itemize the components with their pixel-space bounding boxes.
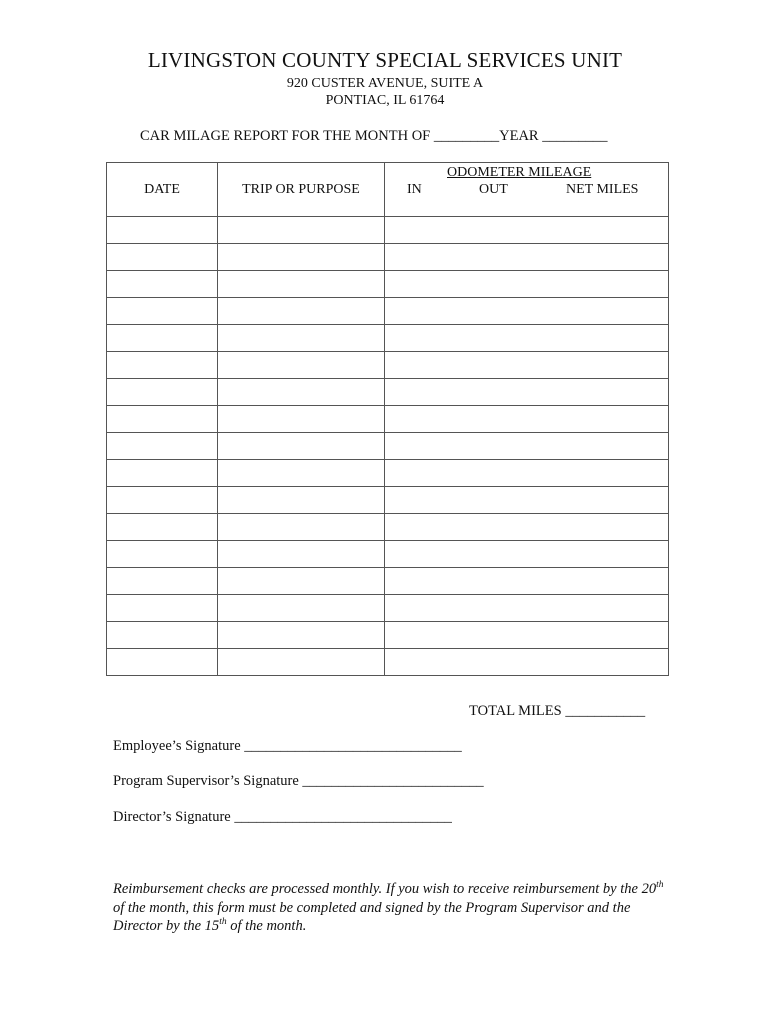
table-row bbox=[107, 514, 669, 541]
trip-cell[interactable] bbox=[218, 217, 385, 244]
date-cell[interactable] bbox=[107, 487, 218, 514]
month-field[interactable]: _________ bbox=[433, 128, 500, 144]
total-miles-field[interactable]: ___________ bbox=[565, 703, 646, 719]
odometer-cell[interactable] bbox=[385, 487, 669, 514]
odometer-cell[interactable] bbox=[385, 352, 669, 379]
date-cell[interactable] bbox=[107, 217, 218, 244]
date-cell[interactable] bbox=[107, 433, 218, 460]
table-row bbox=[107, 622, 669, 649]
odometer-cell[interactable] bbox=[385, 217, 669, 244]
employee-signature-line bbox=[113, 738, 462, 755]
table-row bbox=[107, 379, 669, 406]
net-miles-header-label: NET MILES bbox=[566, 182, 639, 197]
mileage-log-table bbox=[106, 162, 669, 676]
total-miles-line bbox=[469, 703, 645, 720]
table-header-row bbox=[107, 163, 669, 217]
address-line-2: PONTIAC, IL 61764 bbox=[325, 93, 445, 108]
note-text-3: of the month. bbox=[226, 918, 307, 934]
table-row bbox=[107, 217, 669, 244]
table-row bbox=[107, 406, 669, 433]
odometer-cell[interactable] bbox=[385, 541, 669, 568]
odometer-cell[interactable] bbox=[385, 271, 669, 298]
organization-title: LIVINGSTON COUNTY SPECIAL SERVICES UNIT bbox=[147, 48, 623, 72]
date-cell[interactable] bbox=[107, 514, 218, 541]
table-row bbox=[107, 460, 669, 487]
table-row bbox=[107, 487, 669, 514]
date-header-label: DATE bbox=[144, 182, 180, 197]
date-cell[interactable] bbox=[107, 298, 218, 325]
director-signature-field[interactable]: ______________________________ bbox=[234, 809, 452, 825]
date-cell[interactable] bbox=[107, 541, 218, 568]
supervisor-signature-field[interactable]: _________________________ bbox=[302, 773, 484, 789]
odometer-cell[interactable] bbox=[385, 379, 669, 406]
trip-header-label: TRIP OR PURPOSE bbox=[242, 182, 360, 197]
odometer-cell[interactable] bbox=[385, 514, 669, 541]
director-signature-label: Director’s Signature bbox=[113, 809, 231, 825]
table-row bbox=[107, 298, 669, 325]
table-row bbox=[107, 352, 669, 379]
trip-cell[interactable] bbox=[218, 379, 385, 406]
supervisor-signature-line bbox=[113, 773, 484, 790]
odometer-cell[interactable] bbox=[385, 595, 669, 622]
trip-cell[interactable] bbox=[218, 460, 385, 487]
total-miles-label: TOTAL MILES bbox=[469, 703, 562, 719]
date-cell[interactable] bbox=[107, 622, 218, 649]
odometer-cell[interactable] bbox=[385, 325, 669, 352]
reimbursement-note bbox=[113, 880, 673, 936]
trip-cell[interactable] bbox=[218, 271, 385, 298]
mileage-log-body bbox=[107, 217, 669, 676]
date-cell[interactable] bbox=[107, 460, 218, 487]
trip-header bbox=[218, 163, 385, 217]
trip-cell[interactable] bbox=[218, 622, 385, 649]
trip-cell[interactable] bbox=[218, 325, 385, 352]
odometer-cell[interactable] bbox=[385, 460, 669, 487]
employee-signature-field[interactable]: ______________________________ bbox=[244, 738, 462, 754]
odometer-cell[interactable] bbox=[385, 406, 669, 433]
odometer-mileage-title: ODOMETER MILEAGE bbox=[447, 165, 592, 180]
odometer-cell[interactable] bbox=[385, 649, 669, 676]
odometer-cell[interactable] bbox=[385, 568, 669, 595]
trip-cell[interactable] bbox=[218, 649, 385, 676]
date-cell[interactable] bbox=[107, 244, 218, 271]
table-row bbox=[107, 649, 669, 676]
date-cell[interactable] bbox=[107, 379, 218, 406]
trip-cell[interactable] bbox=[218, 298, 385, 325]
note-text-2: of the month, this form must be completed and signed by the Program Supervisor and the Director by the 15 bbox=[113, 899, 631, 934]
note-superscript-1: th bbox=[656, 880, 664, 891]
table-row bbox=[107, 271, 669, 298]
note-superscript-2: th bbox=[219, 917, 227, 928]
trip-cell[interactable] bbox=[218, 487, 385, 514]
date-cell[interactable] bbox=[107, 325, 218, 352]
date-cell[interactable] bbox=[107, 649, 218, 676]
note-text-1: Reimbursement checks are processed monthly. If you wish to receive reimbursement by the 20 bbox=[113, 881, 657, 897]
odometer-cell[interactable] bbox=[385, 433, 669, 460]
year-label: YEAR bbox=[499, 128, 539, 144]
trip-cell[interactable] bbox=[218, 433, 385, 460]
trip-cell[interactable] bbox=[218, 352, 385, 379]
trip-cell[interactable] bbox=[218, 406, 385, 433]
trip-cell[interactable] bbox=[218, 568, 385, 595]
employee-signature-label: Employee’s Signature bbox=[113, 738, 241, 754]
table-row bbox=[107, 244, 669, 271]
odometer-cell[interactable] bbox=[385, 298, 669, 325]
date-cell[interactable] bbox=[107, 352, 218, 379]
in-header-label: IN bbox=[407, 182, 422, 197]
date-cell[interactable] bbox=[107, 595, 218, 622]
odometer-cell[interactable] bbox=[385, 244, 669, 271]
odometer-cell[interactable] bbox=[385, 622, 669, 649]
trip-cell[interactable] bbox=[218, 514, 385, 541]
supervisor-signature-label: Program Supervisor’s Signature bbox=[113, 773, 299, 789]
report-period-line bbox=[140, 128, 607, 145]
director-signature-line bbox=[113, 809, 452, 826]
table-row bbox=[107, 433, 669, 460]
odometer-header bbox=[385, 163, 669, 217]
trip-cell[interactable] bbox=[218, 244, 385, 271]
out-header-label: OUT bbox=[479, 182, 508, 197]
month-label: CAR MILAGE REPORT FOR THE MONTH OF bbox=[140, 128, 431, 144]
year-field[interactable]: _________ bbox=[542, 128, 608, 144]
trip-cell[interactable] bbox=[218, 595, 385, 622]
date-cell[interactable] bbox=[107, 271, 218, 298]
date-header bbox=[107, 163, 218, 217]
table-row bbox=[107, 541, 669, 568]
table-row bbox=[107, 325, 669, 352]
date-cell[interactable] bbox=[107, 406, 218, 433]
date-cell[interactable] bbox=[107, 568, 218, 595]
table-row bbox=[107, 595, 669, 622]
address-line-1: 920 CUSTER AVENUE, SUITE A bbox=[286, 76, 484, 91]
trip-cell[interactable] bbox=[218, 541, 385, 568]
table-row bbox=[107, 568, 669, 595]
